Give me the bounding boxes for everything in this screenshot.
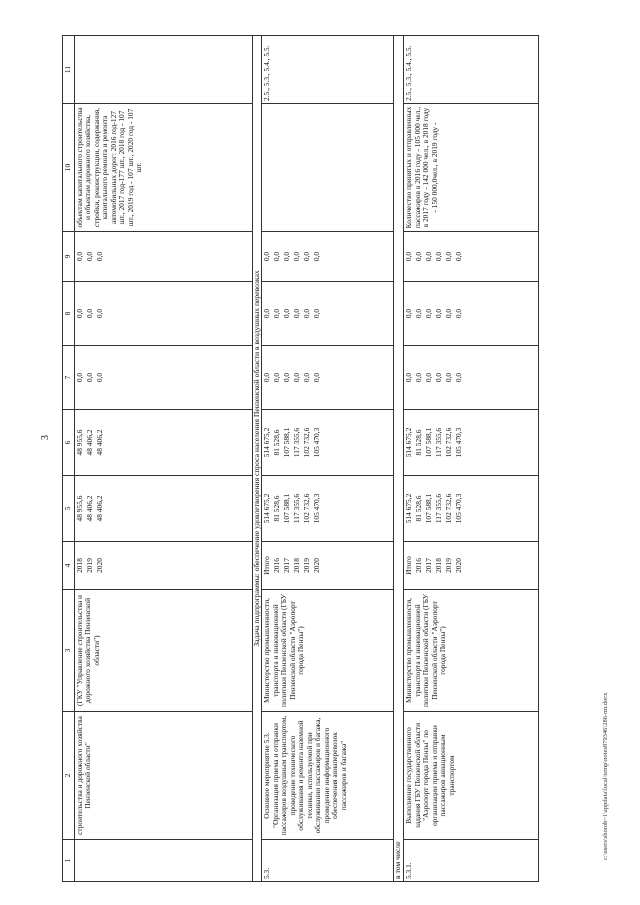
regional-budget-cell: 514 675,2 81 528,6 107 588,1 117 355,6 102 732,6 105 470,3 bbox=[404, 410, 539, 476]
local-budget-cell: 0,0 0,0 0,0 0,0 0,0 0,0 bbox=[404, 282, 539, 346]
years-cell: Итого 2016 2017 2018 2019 2020 bbox=[262, 542, 394, 590]
header-cell: 11 bbox=[63, 36, 75, 104]
program-table bbox=[62, 35, 539, 882]
task-title-row bbox=[252, 36, 262, 882]
measure-name-cell: Выполнение государственного задания ГБУ Пензенской области "Аэропорт города Пензы" по организации приема и отправки пассажиров авиационным транспортом bbox=[404, 712, 539, 840]
row-number-cell: 5.3.1. bbox=[404, 840, 539, 882]
row-number-cell: 5.3. bbox=[262, 840, 394, 882]
table-row bbox=[74, 36, 252, 882]
header-cell: 9 bbox=[63, 232, 75, 282]
target-link-cell: 2.5., 5.3., 5.4., 5.5. bbox=[262, 36, 394, 104]
table-row bbox=[404, 36, 539, 882]
header-cell: 7 bbox=[63, 346, 75, 410]
measure-name-cell: Основное мероприятие 5.3. "Организация приема и отправки пассажиров воздушным транспортом, проведение технического обслуживания и ремонта наземной техники, используемой при обслуживании пассажиров и багажа, проведение информационного обеспечения авиаперевозок пассажиров и багажа" bbox=[262, 712, 394, 840]
header-cell: 1 bbox=[63, 840, 75, 882]
local-budget-cell: 0,0 0,0 0,0 0,0 0,0 0,0 bbox=[262, 282, 394, 346]
footer-file-path: c:\users\shorob~1\appdata\local\temp\notes879346\286-пп.docx bbox=[602, 692, 609, 860]
executor-cell: Министерство промышленности, транспорта и инновационной политики Пензенской области (ГБУ Пензенской области "Аэропорт города Пензы") bbox=[262, 590, 394, 712]
header-cell: 10 bbox=[63, 104, 75, 232]
other-sources-cell: 0,0 0,0 0,0 0,0 0,0 0,0 bbox=[262, 232, 394, 282]
table-row bbox=[262, 36, 394, 882]
header-cell: 2 bbox=[63, 712, 75, 840]
task-title: Задача подпрограммы: обеспечение удовлетворения спроса населения Пензенской области в воздушных перевозках bbox=[252, 36, 262, 882]
years-cell: 2018 2019 2020 bbox=[74, 542, 252, 590]
incl-label: в том числе bbox=[394, 36, 404, 882]
header-cell: 6 bbox=[63, 410, 75, 476]
other-sources-cell: 0,0 0,0 0,0 bbox=[74, 232, 252, 282]
indicator-cell bbox=[262, 104, 394, 232]
indicator-cell: Количество принятых и отправленных пассажиров в 2016 году - 105 000 чел., в 2017 году - 142 000 чел., в 2018 году - 150 000,0чел., в 2019 году - bbox=[404, 104, 539, 232]
federal-budget-cell: 0,0 0,0 0,0 0,0 0,0 0,0 bbox=[262, 346, 394, 410]
header-cell: 5 bbox=[63, 476, 75, 542]
executor-cell: (ГКУ "Управление строительства и дорожного хозяйства Пензенской области") bbox=[74, 590, 252, 712]
total-funding-cell: 514 675,2 81 528,6 107 588,1 117 355,6 102 732,6 105 470,3 bbox=[404, 476, 539, 542]
regional-budget-cell: 514 675,2 81 528,6 107 588,1 117 355,6 102 732,6 105 470,3 bbox=[262, 410, 394, 476]
target-link-cell: 2.5., 5.3., 5.4., 5.5. bbox=[404, 36, 539, 104]
executor-cell: Министерство промышленности, транспорта и инновационной политики Пензенской области (ГБУ Пензенской области "Аэропорт города Пензы") bbox=[404, 590, 539, 712]
rotated-document-table bbox=[62, 36, 584, 882]
header-row bbox=[63, 36, 75, 882]
years-cell: Итого 2016 2017 2018 2019 2020 bbox=[404, 542, 539, 590]
federal-budget-cell: 0,0 0,0 0,0 0,0 0,0 0,0 bbox=[404, 346, 539, 410]
incl-label-row bbox=[394, 36, 404, 882]
page-number: 3 bbox=[40, 435, 51, 440]
header-cell: 4 bbox=[63, 542, 75, 590]
local-budget-cell: 0,0 0,0 0,0 bbox=[74, 282, 252, 346]
total-funding-cell: 48 955,6 48 406,2 48 406,2 bbox=[74, 476, 252, 542]
other-sources-cell: 0,0 0,0 0,0 0,0 0,0 0,0 bbox=[404, 232, 539, 282]
row-number-cell bbox=[74, 840, 252, 882]
indicator-cell: объектам капитального строительства и объектам дорожного хозяйства, стройки, реконструкции, содержания, капитального ремонта и ремонта автомобильных дорог: 2016 год-127 шт., 2017 год-177 шт., 2018 год - 107 шт., 2019 год - 107 шт., 2020 год - 107 шт. bbox=[74, 104, 252, 232]
measure-name-cell: строительства и дорожного хозяйства Пензенской области" bbox=[74, 712, 252, 840]
total-funding-cell: 514 675,2 81 528,6 107 588,1 117 355,6 102 732,6 105 470,3 bbox=[262, 476, 394, 542]
federal-budget-cell: 0,0 0,0 0,0 bbox=[74, 346, 252, 410]
header-cell: 3 bbox=[63, 590, 75, 712]
header-cell: 8 bbox=[63, 282, 75, 346]
regional-budget-cell: 48 955,6 48 406,2 48 406,2 bbox=[74, 410, 252, 476]
target-link-cell bbox=[74, 36, 252, 104]
